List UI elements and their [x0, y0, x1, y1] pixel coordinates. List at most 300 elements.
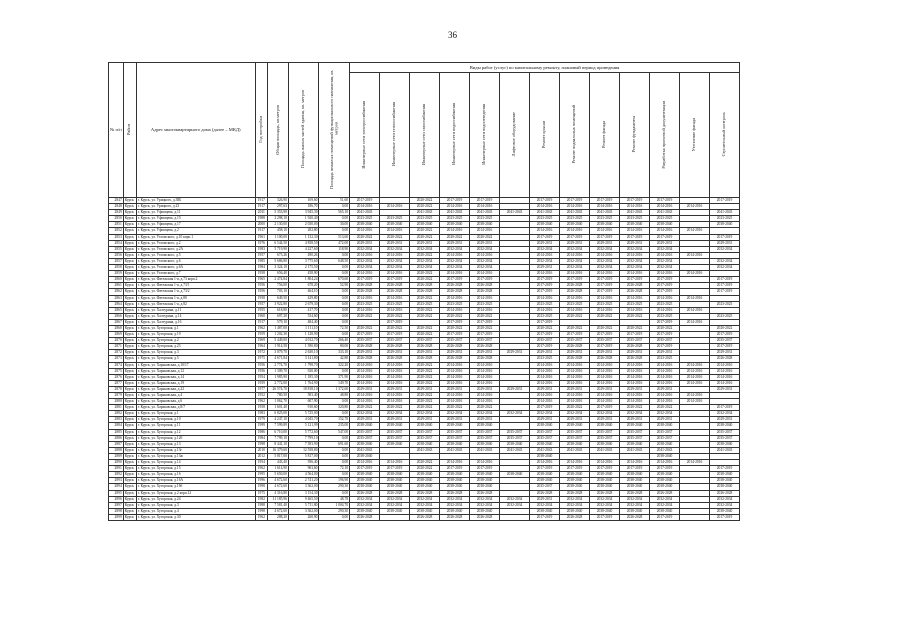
address-cell: г. Курск, ул. Хуторская, д.5 [136, 356, 255, 362]
total-area-cell: 1 309,70 [267, 368, 288, 374]
work-period-cell: 2023-2025 [410, 216, 440, 222]
work-period-cell: 2020-2022 [440, 234, 470, 240]
work-period-cell: 2035-2037 [530, 484, 560, 490]
living-area-cell: 2 175,50 [288, 265, 319, 271]
work-period-cell: 2023-2025 [440, 301, 470, 307]
work-period-cell: 2020-2022 [410, 277, 440, 283]
total-area-cell: 6 710,00 [267, 429, 288, 435]
work-period-cell: 2038-2040 [500, 441, 530, 447]
address-cell: г. Курск, ул. Хуторская, д.23 [136, 344, 255, 350]
nonres-area-cell: 0,00 [319, 514, 350, 520]
work-period-cell: 2023-2025 [410, 301, 440, 307]
work-period-cell: 2029-2031 [530, 350, 560, 356]
row-number-cell: 2875 [109, 368, 124, 374]
work-period-cell: 2017-2019 [530, 405, 560, 411]
work-period-cell: 2032-2034 [440, 502, 470, 508]
address-cell: г. Курск, ул. Уфимцева, д.11 [136, 210, 255, 216]
work-period-cell: 2020-2022 [410, 405, 440, 411]
row-number-cell: 2881 [109, 405, 124, 411]
work-period-cell [500, 514, 530, 520]
living-area-cell: 910,60 [288, 405, 319, 411]
work-period-cell: 2029-2031 [710, 350, 740, 356]
header-work-7 [560, 73, 590, 198]
work-period-cell: 2035-2037 [350, 338, 380, 344]
work-period-cell: 2038-2040 [590, 472, 620, 478]
header-work-label: Инженерные сети электроснабжения [361, 100, 367, 169]
address-cell: г. Курск, ул. Харьковская, д.4 [136, 393, 255, 399]
total-area-cell: 288,20 [267, 514, 288, 520]
row-number-cell: 2859 [109, 271, 124, 277]
work-period-cell: 2020-2022 [350, 325, 380, 331]
work-period-cell: 2014-2016 [590, 295, 620, 301]
work-period-cell: 2023-2025 [380, 216, 410, 222]
work-period-cell: 2014-2016 [590, 399, 620, 405]
district-cell: Курск [123, 490, 136, 496]
header-nonres-area-label: Площадь нежилых помещений функционального назначения, кв. метров [328, 69, 339, 190]
work-period-cell: 2026-2028 [470, 514, 500, 520]
header-work-12 [710, 73, 740, 198]
work-period-cell: 2014-2016 [440, 380, 470, 386]
work-period-cell: 2038-2040 [530, 472, 560, 478]
work-period-cell: 2014-2016 [680, 228, 710, 234]
work-period-cell: 2014-2016 [650, 204, 680, 210]
header-no-label: № п/п [110, 127, 122, 133]
row-number-cell: 2867 [109, 319, 124, 325]
work-period-cell: 2026-2028 [620, 356, 650, 362]
district-cell: Курск [123, 338, 136, 344]
row-number-cell: 2884 [109, 423, 124, 429]
work-period-cell: 2014-2016 [530, 362, 560, 368]
work-period-cell: 2029-2031 [590, 240, 620, 246]
work-period-cell: 2017-2019 [590, 466, 620, 472]
work-period-cell: 2014-2016 [620, 399, 650, 405]
district-cell: Курск [123, 252, 136, 258]
work-period-cell: 2029-2031 [470, 386, 500, 392]
header-work-3 [440, 73, 470, 198]
work-period-cell: 2026-2028 [560, 356, 590, 362]
work-period-cell: 2014-2016 [710, 368, 740, 374]
work-period-cell: 2038-2040 [440, 423, 470, 429]
work-period-cell: 2020-2022 [470, 234, 500, 240]
living-area-cell: 2 741,20 [288, 478, 319, 484]
district-cell: Курск [123, 350, 136, 356]
work-period-cell: 2032-2034 [380, 496, 410, 502]
living-area-cell: 3 945,30 [288, 210, 319, 216]
work-period-cell: 2014-2016 [440, 228, 470, 234]
work-period-cell: 2014-2016 [650, 393, 680, 399]
work-period-cell: 2014-2016 [380, 460, 410, 466]
total-area-cell: 4 672,60 [267, 478, 288, 484]
living-area-cell: 1 390,80 [288, 344, 319, 350]
work-period-cell: 2026-2028 [440, 283, 470, 289]
row-number-cell: 2855 [109, 246, 124, 252]
total-area-cell: 326,90 [267, 198, 288, 204]
header-work-10 [650, 73, 680, 198]
work-period-cell: 2020-2022 [440, 313, 470, 319]
work-period-cell: 2017-2019 [620, 277, 650, 283]
work-period-cell: 2038-2040 [620, 423, 650, 429]
work-period-cell: 2035-2037 [470, 338, 500, 344]
living-area-cell: 1 804,24 [288, 277, 319, 283]
total-area-cell: 443,40 [267, 460, 288, 466]
district-cell: Курск [123, 265, 136, 271]
total-area-cell: 618,80 [267, 307, 288, 313]
living-area-cell: 3 362,00 [288, 484, 319, 490]
work-period-cell: 2032-2034 [350, 496, 380, 502]
work-period-cell: 2026-2028 [380, 356, 410, 362]
work-period-cell: 2014-2016 [530, 399, 560, 405]
row-number-cell: 2889 [109, 453, 124, 459]
work-period-cell: 2026-2028 [710, 490, 740, 496]
header-work-label: Ремонт крыши [541, 120, 547, 148]
total-area-cell: 756,00 [267, 283, 288, 289]
total-area-cell: 703,10 [267, 289, 288, 295]
nonres-area-cell: 371,90 [319, 374, 350, 380]
work-period-cell: 2032-2034 [380, 411, 410, 417]
work-period-cell: 2023-2025 [470, 216, 500, 222]
living-area-cell: 3 154,30 [288, 490, 319, 496]
year-cell: 1976 [255, 240, 267, 246]
year-cell: 1955 [255, 307, 267, 313]
row-number-cell: 2874 [109, 362, 124, 368]
work-period-cell: 2029-2031 [410, 386, 440, 392]
work-period-cell: 2014-2016 [680, 368, 710, 374]
nonres-area-cell: 0,00 [319, 435, 350, 441]
work-period-cell: 2014-2016 [350, 380, 380, 386]
work-period-cell: 2032-2034 [500, 502, 530, 508]
work-period-cell: 2032-2034 [350, 258, 380, 264]
living-area-cell: 186,70 [288, 204, 319, 210]
work-period-cell: 2017-2019 [470, 198, 500, 204]
nonres-area-cell: 0,00 [319, 453, 350, 459]
year-cell: 1962 [255, 399, 267, 405]
work-period-cell: 2026-2028 [590, 490, 620, 496]
address-cell: г. Курск, ул. Урицкого, д.38Б [136, 198, 255, 204]
work-period-cell: 2041-2043 [500, 210, 530, 216]
district-cell: Курск [123, 508, 136, 514]
work-period-cell: 2032-2034 [530, 258, 560, 264]
nonres-area-cell: 0,00 [319, 295, 350, 301]
capital-repair-table [108, 62, 740, 521]
address-cell: г. Курск, ул. Ухтомского, д.6А [136, 265, 255, 271]
year-cell: 2011 [255, 210, 267, 216]
work-period-cell: 2029-2031 [470, 240, 500, 246]
year-cell: 1958 [255, 271, 267, 277]
work-period-cell: 2038-2040 [650, 478, 680, 484]
address-cell: г. Курск, ул. Хуторская, д.11 [136, 423, 255, 429]
year-cell: 1956 [255, 362, 267, 368]
total-area-cell: 4 316,80 [267, 490, 288, 496]
header-work-label: Строительный контроль [721, 112, 727, 157]
work-period-cell: 2032-2034 [620, 411, 650, 417]
living-area-cell: 5 725,00 [288, 411, 319, 417]
year-cell: 1962 [255, 514, 267, 520]
row-number-cell: 2890 [109, 460, 124, 466]
work-period-cell: 2017-2019 [530, 332, 560, 338]
work-period-cell: 2020-2022 [410, 271, 440, 277]
year-cell: 1983 [255, 246, 267, 252]
district-cell: Курск [123, 478, 136, 484]
work-period-cell: 2020-2022 [440, 325, 470, 331]
living-area-cell: 4 858,50 [288, 240, 319, 246]
work-period-cell: 2020-2022 [380, 325, 410, 331]
address-cell: г. Курск, ул. Урицкого, д.23 [136, 204, 255, 210]
work-period-cell: 2017-2019 [470, 319, 500, 325]
work-period-cell: 2032-2034 [560, 258, 590, 264]
work-period-cell: 2020-2022 [440, 405, 470, 411]
work-period-cell: 2026-2028 [410, 490, 440, 496]
work-period-cell: 2017-2019 [710, 198, 740, 204]
total-area-cell: 579,10 [267, 319, 288, 325]
total-area-cell: 1 062,70 [267, 399, 288, 405]
work-period-cell: 2014-2016 [680, 460, 710, 466]
address-cell: г. Курск, ул. Фатежская 1-я, д.73 корп.2 [136, 277, 255, 283]
work-period-cell: 2035-2037 [590, 429, 620, 435]
district-cell: Курск [123, 417, 136, 423]
work-period-cell: 2017-2019 [590, 514, 620, 520]
district-cell: Курск [123, 307, 136, 313]
address-cell: г. Курск, ул. Хуторская, д.14 [136, 460, 255, 466]
year-cell: 1917 [255, 319, 267, 325]
work-period-cell: 2023-2025 [710, 216, 740, 222]
work-period-cell: 2032-2034 [530, 246, 560, 252]
work-period-cell: 2029-2031 [590, 417, 620, 423]
header-work-8 [590, 73, 620, 198]
work-period-cell: 2035-2037 [530, 435, 560, 441]
work-period-cell: 2032-2034 [710, 246, 740, 252]
address-cell: г. Курск, ул. Фатежская 1-я, д.82 [136, 301, 255, 307]
work-period-cell: 2014-2016 [650, 374, 680, 380]
row-number-cell: 2893 [109, 478, 124, 484]
work-period-cell: 2032-2034 [470, 246, 500, 252]
work-period-cell: 2017-2019 [560, 332, 590, 338]
address-cell: г. Курск, ул. Хуторская, д.13 [136, 441, 255, 447]
work-period-cell: 2035-2037 [410, 338, 440, 344]
total-area-cell: 1 914,50 [267, 344, 288, 350]
work-period-cell: 2017-2019 [530, 234, 560, 240]
work-period-cell: 2029-2031 [350, 240, 380, 246]
header-work-2 [410, 73, 440, 198]
address-cell: г. Курск, ул. Хуторская, д.30 [136, 514, 255, 520]
work-period-cell: 2032-2034 [380, 502, 410, 508]
work-period-cell: 2014-2016 [560, 228, 590, 234]
row-number-cell: 2854 [109, 240, 124, 246]
work-period-cell: 2017-2019 [620, 198, 650, 204]
work-period-cell: 2038-2040 [380, 508, 410, 514]
work-period-cell: 2032-2034 [620, 258, 650, 264]
work-period-cell: 2032-2034 [590, 496, 620, 502]
address-cell: г. Курск, ул. Хуторская, д.24 [136, 496, 255, 502]
work-period-cell: 2032-2034 [620, 502, 650, 508]
work-period-cell: 2020-2022 [590, 325, 620, 331]
work-period-cell: 2020-2022 [410, 295, 440, 301]
work-period-cell: 2014-2016 [350, 271, 380, 277]
row-number-cell: 2876 [109, 374, 124, 380]
work-period-cell: 2029-2031 [560, 386, 590, 392]
living-area-cell: 2 630,10 [288, 350, 319, 356]
work-period-cell: 2014-2016 [470, 393, 500, 399]
work-period-cell: 2038-2040 [470, 472, 500, 478]
living-area-cell: 1 128,90 [288, 332, 319, 338]
work-period-cell: 2029-2031 [650, 350, 680, 356]
nonres-area-cell: 72,10 [319, 466, 350, 472]
address-cell: г. Курск, ул. Ухтомского, д.7 [136, 271, 255, 277]
header-nonres-area [319, 63, 350, 198]
work-period-cell: 2014-2016 [470, 399, 500, 405]
work-period-cell: 2014-2016 [560, 307, 590, 313]
address-cell: г. Курск, ул. Харьковская, д.14 [136, 374, 255, 380]
header-total-area-label: Общая площадь, кв.метров [274, 104, 280, 155]
work-period-cell: 2017-2019 [560, 198, 590, 204]
work-period-cell: 2014-2016 [470, 228, 500, 234]
row-number-cell: 2862 [109, 289, 124, 295]
work-period-cell: 2014-2016 [350, 228, 380, 234]
work-period-cell: 2032-2034 [620, 265, 650, 271]
work-period-cell: 2014-2016 [350, 368, 380, 374]
work-period-cell: 2038-2040 [590, 222, 620, 228]
nonres-area-cell: 42,80 [319, 356, 350, 362]
work-period-cell: 2014-2016 [380, 399, 410, 405]
year-cell: 1954 [255, 374, 267, 380]
address-cell: г. Курск, ул. Фатежская 1-я, д.73/1 [136, 283, 255, 289]
work-period-cell: 2038-2040 [590, 441, 620, 447]
work-period-cell: 2029-2031 [500, 386, 530, 392]
work-period-cell: 2017-2019 [590, 283, 620, 289]
work-period-cell: 2041-2043 [590, 210, 620, 216]
address-cell: г. Курск, ул. Халтурина, д.16 [136, 319, 255, 325]
total-area-cell: 6 544,50 [267, 240, 288, 246]
nonres-area-cell: 0,00 [319, 271, 350, 277]
work-period-cell: 2032-2034 [560, 411, 590, 417]
header-work-6 [530, 73, 560, 198]
total-area-cell: 656,40 [267, 271, 288, 277]
nonres-area-cell: 0,00 [319, 399, 350, 405]
header-work-label: Ремонт фасада [601, 120, 607, 148]
work-period-cell: 2026-2028 [350, 289, 380, 295]
work-period-cell: 2041-2043 [350, 447, 380, 453]
nonres-area-cell: 513,60 [319, 234, 350, 240]
living-area-cell: 18 818,10 [288, 386, 319, 392]
work-period-cell: 2029-2031 [380, 386, 410, 392]
work-period-cell: 2017-2019 [530, 198, 560, 204]
row-number-cell: 2847 [109, 198, 124, 204]
work-period-cell: 2020-2022 [410, 198, 440, 204]
row-number-cell: 2868 [109, 325, 124, 331]
work-period-cell: 2032-2034 [470, 411, 500, 417]
work-period-cell: 2035-2037 [440, 435, 470, 441]
work-period-cell: 2017-2019 [530, 466, 560, 472]
header-year [255, 63, 267, 198]
work-period-cell: 2017-2019 [380, 319, 410, 325]
work-period-cell: 2029-2031 [560, 240, 590, 246]
row-number-cell: 2894 [109, 484, 124, 490]
work-period-cell: 2026-2028 [440, 356, 470, 362]
header-work-label: Инженерные сети водоотведения [481, 104, 487, 165]
nonres-area-cell: 149,70 [319, 380, 350, 386]
work-period-cell: 2017-2019 [590, 332, 620, 338]
year-cell: 1998 [255, 508, 267, 514]
living-area-cell: 534,60 [288, 313, 319, 319]
work-period-cell: 2032-2034 [380, 246, 410, 252]
work-period-cell: 2014-2016 [650, 380, 680, 386]
work-period-cell: 2014-2016 [590, 460, 620, 466]
work-period-cell: 2038-2040 [410, 508, 440, 514]
work-period-cell: 2017-2019 [440, 332, 470, 338]
work-period-cell: 2041-2043 [710, 210, 740, 216]
work-period-cell: 2035-2037 [350, 435, 380, 441]
total-area-cell: 16 379,60 [267, 447, 288, 453]
nonres-area-cell: 51,60 [319, 198, 350, 204]
work-period-cell: 2023-2025 [530, 216, 560, 222]
living-area-cell: 396,40 [288, 460, 319, 466]
work-period-cell: 2014-2016 [560, 252, 590, 258]
work-period-cell: 2014-2016 [380, 295, 410, 301]
work-period-cell: 2017-2019 [710, 277, 740, 283]
work-period-cell: 2038-2040 [410, 423, 440, 429]
header-work-5 [500, 73, 530, 198]
district-cell: Курск [123, 258, 136, 264]
work-period-cell: 2032-2034 [440, 411, 470, 417]
nonres-area-cell: 1 004,70 [319, 502, 350, 508]
work-period-cell: 2032-2034 [410, 246, 440, 252]
work-period-cell: 2017-2019 [650, 289, 680, 295]
work-period-cell: 2032-2034 [440, 265, 470, 271]
work-period-cell: 2038-2040 [620, 441, 650, 447]
nonres-area-cell: 0,00 [319, 313, 350, 319]
work-period-cell: 2023-2025 [350, 301, 380, 307]
work-period-cell: 2014-2016 [680, 271, 710, 277]
work-period-cell: 2038-2040 [350, 441, 380, 447]
address-cell: г. Курск, ул. Хуторская, д.12б [136, 435, 255, 441]
work-period-cell: 2023-2025 [530, 356, 560, 362]
work-period-cell: 2014-2016 [470, 380, 500, 386]
work-period-cell: 2023-2025 [650, 356, 680, 362]
total-area-cell: 8 441,10 [267, 441, 288, 447]
district-cell: Курск [123, 289, 136, 295]
work-period-cell: 2035-2037 [560, 338, 590, 344]
work-period-cell: 2029-2031 [620, 386, 650, 392]
living-area-cell: 260,90 [288, 514, 319, 520]
work-period-cell: 2038-2040 [350, 472, 380, 478]
work-period-cell: 2038-2040 [560, 441, 590, 447]
work-period-cell: 2023-2025 [350, 216, 380, 222]
total-area-cell: 2 772,00 [267, 380, 288, 386]
work-period-cell: 2026-2028 [380, 283, 410, 289]
work-period-cell: 2032-2034 [350, 246, 380, 252]
work-period-cell: 2017-2019 [560, 234, 590, 240]
address-cell: г. Курск, ул. Хуторская, д.1 [136, 325, 255, 331]
work-period-cell: 2020-2022 [560, 313, 590, 319]
work-period-cell: 2032-2034 [710, 502, 740, 508]
year-cell: 1983 [255, 411, 267, 417]
work-period-cell: 2038-2040 [410, 222, 440, 228]
work-period-cell: 2026-2028 [620, 344, 650, 350]
work-period-cell: 2014-2016 [560, 271, 590, 277]
year-cell: 1999 [255, 423, 267, 429]
district-cell: Курск [123, 198, 136, 204]
work-period-cell: 2038-2040 [590, 423, 620, 429]
work-period-cell: 2017-2019 [530, 283, 560, 289]
nonres-area-cell: 0,00 [319, 265, 350, 271]
header-work-label: Инженерные сети водоснабжения [451, 103, 457, 166]
work-period-cell: 2014-2016 [560, 374, 590, 380]
work-period-cell: 2014-2016 [440, 393, 470, 399]
work-period-cell: 2038-2040 [530, 453, 560, 459]
work-period-cell: 2014-2016 [380, 368, 410, 374]
living-area-cell: 464,10 [288, 289, 319, 295]
year-cell: 1998 [255, 484, 267, 490]
work-period-cell: 2029-2031 [440, 350, 470, 356]
